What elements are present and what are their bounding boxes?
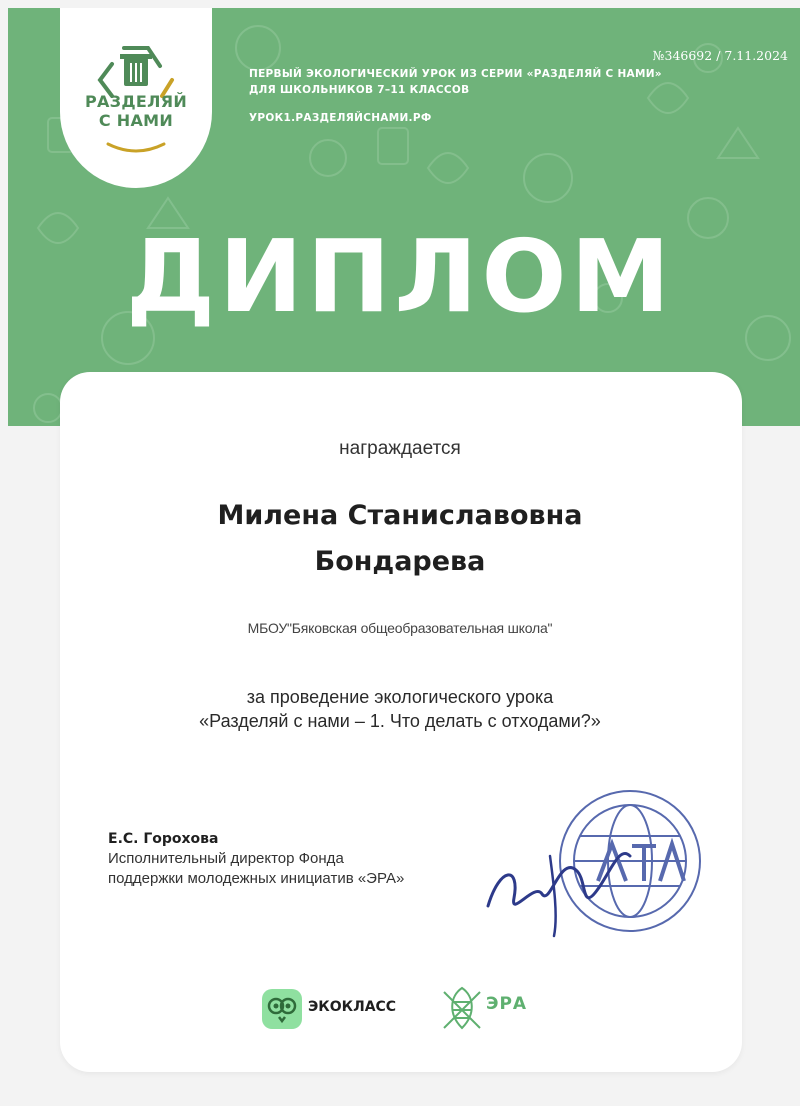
pine-cone-icon xyxy=(440,984,484,1034)
recipient-name-line1: Милена Станиславовна xyxy=(217,500,583,531)
signer-name: Е.С. Горохова xyxy=(108,831,219,847)
signer-position-line2: поддержки молодежных инициатив «ЭРА» xyxy=(108,870,405,887)
reason-line1: за проведение экологического урока xyxy=(246,687,554,707)
certificate-number: №346692 / 7.11.2024 xyxy=(652,48,788,63)
ecoclass-logo xyxy=(262,989,302,1029)
school-name: МБОУ"Бяковская общеобразовательная школа" xyxy=(247,620,553,636)
ecoclass-label: ЭКОКЛАСС xyxy=(308,999,397,1015)
logo-text xyxy=(60,92,212,130)
owl-icon xyxy=(262,989,302,1029)
signer-position-line1: Исполнительный директор Фонда xyxy=(108,850,344,867)
logo-line1: РАЗДЕЛЯЙ xyxy=(84,92,188,111)
recipient-name-line2: Бондарева xyxy=(314,546,486,577)
awarded-label: награждается xyxy=(339,438,461,459)
logo-line2: С НАМИ xyxy=(98,111,174,130)
series-line1: ПЕРВЫЙ ЭКОЛОГИЧЕСКИЙ УРОК ИЗ СЕРИИ «РАЗДЕЛЯЙ С НАМИ» xyxy=(249,68,662,80)
era-label: ЭРА xyxy=(486,994,528,1014)
logo-badge xyxy=(60,8,212,188)
diploma-title: ДИПЛОМ xyxy=(125,218,675,335)
series-line2: ДЛЯ ШКОЛЬНИКОВ 7–11 КЛАССОВ xyxy=(249,84,470,96)
reason-line2: «Разделяй с нами – 1. Что делать с отходами?» xyxy=(199,711,601,731)
stamp-seal-icon xyxy=(480,786,710,946)
logo-underline-arc xyxy=(60,140,212,160)
website-link[interactable]: УРОК1.РАЗДЕЛЯЙСНАМИ.РФ xyxy=(249,112,432,124)
